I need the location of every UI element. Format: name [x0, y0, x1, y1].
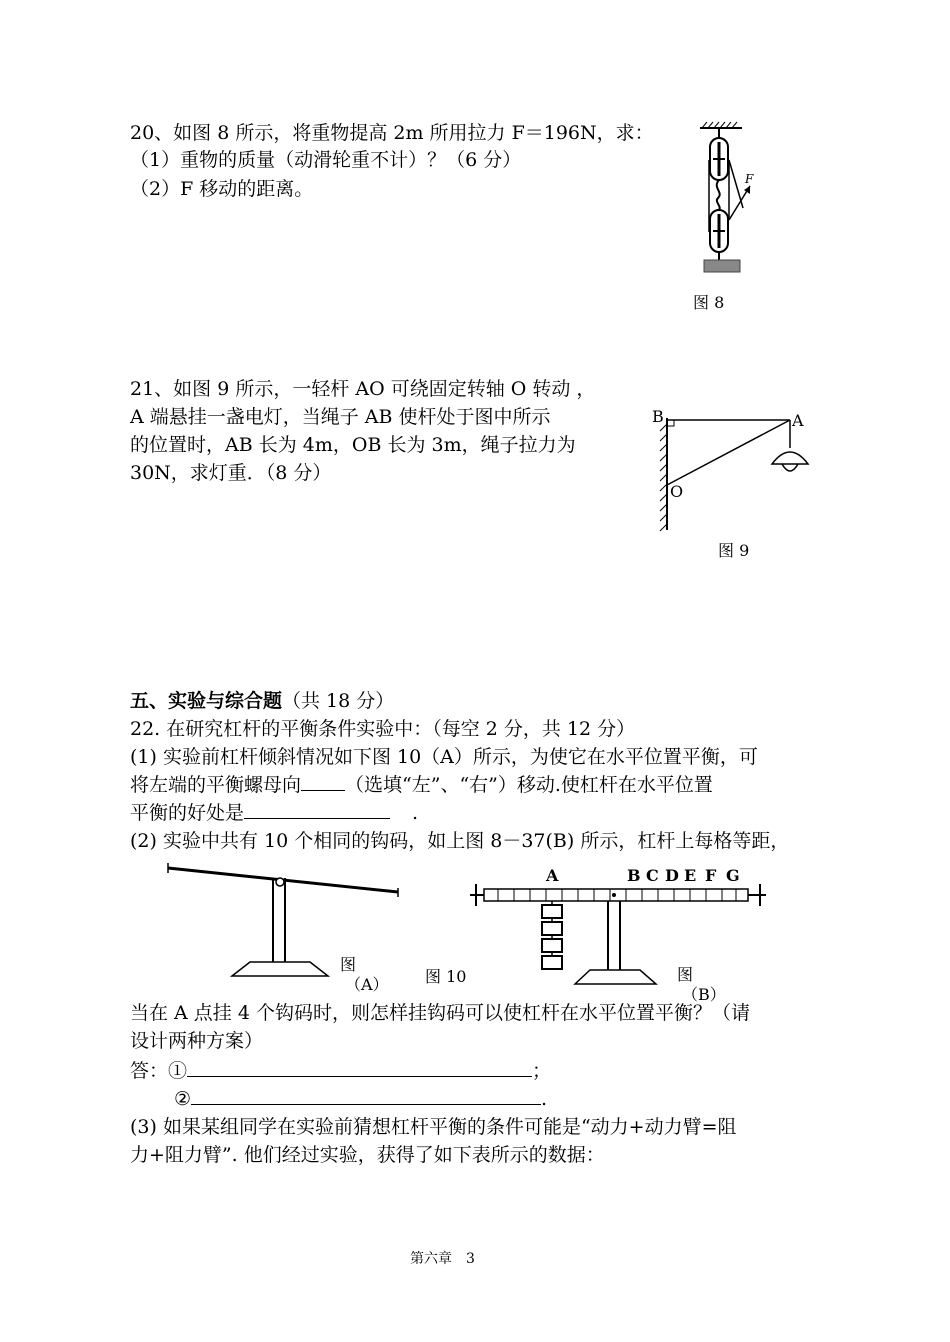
q22-p1-line-1: (1) 实验前杠杆倾斜情况如下图 10（A）所示，为使它在水平位置平衡，可 — [130, 746, 758, 768]
answer-label-1: 答：① — [130, 1060, 188, 1082]
q20-line-2: （1）重物的质量（动滑轮重不计）？（6 分） — [130, 149, 522, 171]
q22-p1-line-2 — [130, 772, 713, 798]
figure-10a-caption-2: （A） — [345, 975, 389, 994]
q22-p1-line-2-start: 将左端的平衡螺母向 — [130, 774, 302, 796]
q22-p1-line-3-start: 平衡的好处是 — [130, 802, 245, 824]
q20-line-1: 20、如图 8 所示，将重物提高 2m 所用拉力 F＝196N，求： — [130, 122, 654, 144]
figure-9-label-a: A — [792, 411, 804, 430]
figure-8-pulley-diagram — [690, 120, 760, 275]
figure-10b-label-e: E — [684, 866, 697, 885]
answer-line-1 — [130, 1058, 551, 1084]
figure-8-caption: 图 8 — [693, 293, 725, 312]
figure-10b-label-f: F — [705, 866, 717, 885]
answer-end-2: . — [541, 1088, 548, 1110]
q21-line-1: 21、如图 9 所示，一轻杆 AO 可绕固定转轴 O 转动 ， — [130, 378, 596, 400]
q22-p3-line-2: 力+阻力臂”. 他们经过实验，获得了如下表所示的数据： — [130, 1144, 605, 1166]
figure-8-label-f: F — [745, 172, 754, 186]
section-5-heading — [130, 688, 394, 714]
figure-10a-caption-1: 图 — [340, 955, 357, 974]
figure-10b-balanced-lever — [470, 880, 770, 985]
figure-10-caption: 图 10 — [425, 967, 467, 986]
answer-label-2: ② — [174, 1088, 192, 1110]
q22-p1-line-3 — [130, 800, 418, 826]
q22-p1-line-3-end: . — [412, 802, 419, 824]
section-5-score: （共 18 分） — [282, 690, 395, 712]
figure-10b-label-g: G — [726, 866, 740, 885]
q21-line-4: 30N，求灯重．（8 分） — [130, 462, 332, 484]
answer-blank-plan-2[interactable] — [191, 1086, 541, 1105]
q20-line-3: （2）F 移动的距离。 — [130, 178, 314, 200]
figure-9-label-o: O — [670, 482, 684, 501]
page-footer: 第六章 3 — [410, 1251, 475, 1267]
answer-blank-plan-1[interactable] — [187, 1058, 532, 1077]
figure-10b-label-a: A — [546, 866, 559, 885]
figure-10b-label-c: C — [646, 866, 659, 885]
answer-blank-benefit[interactable] — [244, 800, 390, 819]
q22-p2-line-2: 当在 A 点挂 4 个钩码时，则怎样挂钩码可以使杠杆在水平位置平衡？（请 — [130, 1002, 750, 1024]
q21-line-3: 的位置时，AB 长为 4m，OB 长为 3m，绳子拉力为 — [130, 434, 576, 456]
figure-10a-tilted-lever — [160, 860, 410, 980]
q22-intro: 22. 在研究杠杆的平衡条件实验中：（每空 2 分，共 12 分） — [130, 718, 636, 740]
q21-line-2: A 端悬挂一盏电灯，当绳子 AB 使杆处于图中所示 — [130, 406, 551, 428]
answer-line-2 — [174, 1086, 547, 1112]
answer-end-1: ； — [532, 1060, 552, 1082]
q22-p2-line-1: (2) 实验中共有 10 个相同的钩码，如上图 8－37(B) 所示，杠杆上每格等距， — [130, 830, 790, 852]
q22-p1-line-2-end: （选填“左”、“右”）移动.使杠杆在水平位置 — [345, 774, 713, 796]
section-5-title: 五、实验与综合题 — [130, 690, 283, 712]
figure-9-caption: 图 9 — [718, 541, 750, 560]
figure-10b-label-d: D — [665, 866, 679, 885]
q22-p2-line-3: 设计两种方案） — [130, 1030, 264, 1052]
figure-10b-caption-2: （B） — [682, 985, 726, 1004]
figure-9-label-b: B — [652, 407, 664, 426]
figure-10b-caption-1: 图 — [677, 965, 694, 984]
answer-blank-direction[interactable] — [301, 772, 345, 791]
q22-p3-line-1: (3) 如果某组同学在实验前猜想杠杆平衡的条件可能是“动力+动力臂=阻 — [130, 1116, 737, 1138]
figure-10b-label-b: B — [627, 866, 641, 885]
